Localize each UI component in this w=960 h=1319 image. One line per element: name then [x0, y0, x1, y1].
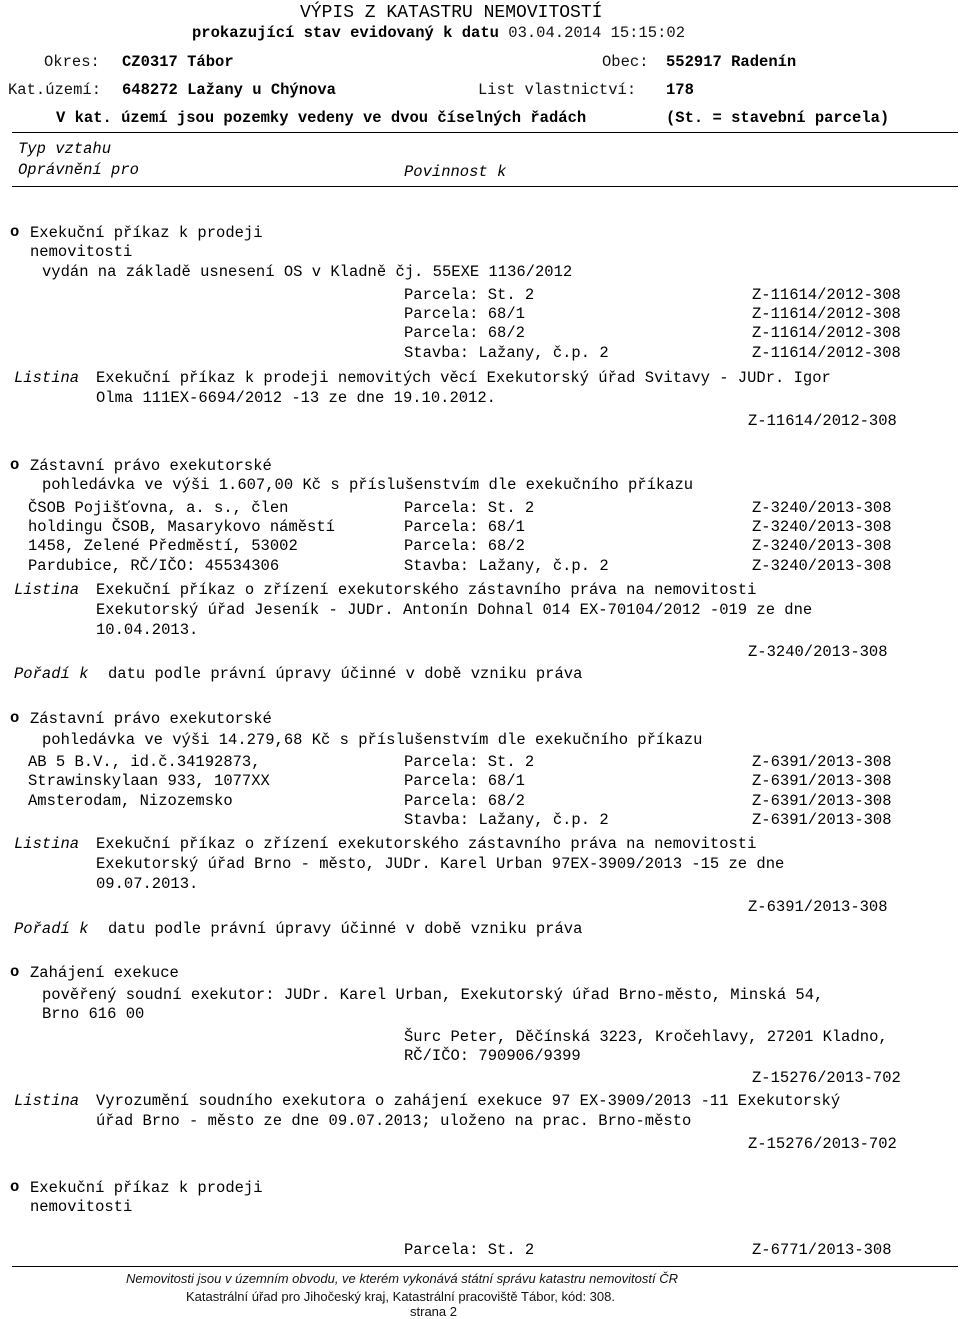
- s2-row-obj: Parcela: St. 2: [404, 499, 535, 517]
- s2-holder: ČSOB Pojišťovna, a. s., člen: [28, 499, 289, 517]
- s3-title: Zástavní právo exekutorské: [30, 710, 272, 728]
- bullet: o: [10, 456, 20, 474]
- katuzemi-value: 648272 Lažany u Chýnova: [122, 81, 336, 99]
- s4-person-2: RČ/IČO: 790906/9399: [404, 1047, 581, 1065]
- col-opravneni-pro: Oprávnění pro: [18, 161, 139, 179]
- s2-row-z: Z-3240/2013-308: [752, 518, 892, 536]
- s1-title-2: nemovitosti: [30, 243, 133, 261]
- page-number: strana 2: [410, 1304, 457, 1319]
- s3-row-z: Z-6391/2013-308: [752, 753, 892, 771]
- page-title: VÝPIS Z KATASTRU NEMOVITOSTÍ: [300, 3, 603, 23]
- s2-row-obj: Parcela: 68/1: [404, 518, 525, 536]
- lv-value: 178: [666, 81, 694, 99]
- s2-row-z: Z-3240/2013-308: [752, 499, 892, 517]
- s2-z-final: Z-3240/2013-308: [748, 643, 888, 661]
- subtitle-date: 03.04.2014 15:15:02: [508, 24, 685, 42]
- s2-listina-1: Exekuční příkaz o zřízení exekutorského zástavního práva na nemovitosti: [96, 581, 757, 599]
- s2-holder: 1458, Zelené Předměstí, 53002: [28, 537, 298, 555]
- s2-poradi-text: datu podle právní úpravy účinné v době vzniku práva: [108, 665, 583, 683]
- s4-sub-2: Brno 616 00: [42, 1005, 145, 1023]
- s3-holder: AB 5 B.V., id.č.34192873,: [28, 753, 261, 771]
- obec-value: 552917 Radenín: [666, 53, 797, 71]
- divider: [12, 132, 958, 133]
- bullet: o: [10, 709, 20, 727]
- listina-label: Listina: [14, 835, 80, 853]
- s3-listina-1: Exekuční příkaz o zřízení exekutorského zástavního práva na nemovitosti: [96, 835, 757, 853]
- s1-z-final: Z-11614/2012-308: [748, 412, 897, 430]
- s3-row-z: Z-6391/2013-308: [752, 792, 892, 810]
- s3-row-obj: Parcela: St. 2: [404, 753, 535, 771]
- s3-poradi-text: datu podle právní úpravy účinné v době vzniku práva: [108, 920, 583, 938]
- note: V kat. území jsou pozemky vedeny ve dvou číselných řadách: [56, 109, 587, 127]
- s3-row-obj: Stavba: Lažany, č.p. 2: [404, 811, 609, 829]
- s3-listina-3: 09.07.2013.: [96, 875, 199, 893]
- s2-listina-2: Exekutorský úřad Jeseník - JUDr. Antonín Dohnal 014 EX-70104/2012 -019 ze dne: [96, 601, 813, 619]
- s1-row-z: Z-11614/2012-308: [752, 305, 901, 323]
- katuzemi-label: Kat.území:: [8, 81, 102, 99]
- s3-row-z: Z-6391/2013-308: [752, 772, 892, 790]
- listina-label: Listina: [14, 581, 80, 599]
- s1-title-1: Exekuční příkaz k prodeji: [30, 224, 263, 242]
- s4-z-final: Z-15276/2013-702: [748, 1135, 897, 1153]
- s5-row-z: Z-6771/2013-308: [752, 1241, 892, 1259]
- s3-row-obj: Parcela: 68/1: [404, 772, 525, 790]
- col-typ-vztahu: Typ vztahu: [18, 140, 112, 158]
- s1-row-z: Z-11614/2012-308: [752, 286, 901, 304]
- s1-row-obj: Stavba: Lažany, č.p. 2: [404, 344, 609, 362]
- note-legend: (St. = stavební parcela): [666, 109, 890, 127]
- divider: [12, 186, 958, 187]
- bullet: o: [10, 1178, 20, 1196]
- listina-label: Listina: [14, 369, 80, 387]
- s4-listina-1: Vyrozumění soudního exekutora o zahájení exekuce 97 EX-3909/2013 -11 Exekutorský: [96, 1092, 841, 1110]
- col-povinnost-k: Povinnost k: [404, 163, 507, 181]
- s4-title: Zahájení exekuce: [30, 964, 179, 982]
- s2-holder: holdingu ČSOB, Masarykovo náměstí: [28, 518, 335, 536]
- s3-holder: Strawinskylaan 933, 1077XX: [28, 772, 270, 790]
- s2-holder: Pardubice, RČ/IČO: 45534306: [28, 557, 280, 575]
- s4-sub-1: pověřený soudní exekutor: JUDr. Karel Urban, Exekutorský úřad Brno-město, Minská 54,: [42, 986, 824, 1004]
- s4-listina-2: úřad Brno - město ze dne 09.07.2013; uloženo na prac. Brno-město: [96, 1112, 692, 1130]
- s2-listina-3: 10.04.2013.: [96, 621, 199, 639]
- s2-title: Zástavní právo exekutorské: [30, 457, 272, 475]
- s3-z-final: Z-6391/2013-308: [748, 898, 888, 916]
- s2-row-z: Z-3240/2013-308: [752, 557, 892, 575]
- bullet: o: [10, 963, 20, 981]
- s2-sub: pohledávka ve výši 1.607,00 Kč s příslušenstvím dle exekučního příkazu: [42, 476, 694, 494]
- s4-person-1: Šurc Peter, Děčínská 3223, Kročehlavy, 27201 Kladno,: [404, 1028, 888, 1046]
- obec-label: Obec:: [602, 53, 649, 71]
- s1-row-obj: Parcela: St. 2: [404, 286, 535, 304]
- okres-value: CZ0317 Tábor: [122, 53, 234, 71]
- s1-row-obj: Parcela: 68/2: [404, 324, 525, 342]
- s3-holder: Amsterodam, Nizozemsko: [28, 792, 233, 810]
- s1-listina-1: Exekuční příkaz k prodeji nemovitých věcí Exekutorský úřad Svitavy - JUDr. Igor: [96, 369, 831, 387]
- s5-title-1: Exekuční příkaz k prodeji: [30, 1179, 263, 1197]
- footer-line-1: Nemovitosti jsou v územním obvodu, ve kterém vykonává státní správu katastru nemovitostí ČR: [126, 1271, 679, 1286]
- s2-row-obj: Stavba: Lažany, č.p. 2: [404, 557, 609, 575]
- s1-row-z: Z-11614/2012-308: [752, 344, 901, 362]
- s3-sub: pohledávka ve výši 14.279,68 Kč s příslušenstvím dle exekučního příkazu: [42, 731, 703, 749]
- listina-label: Listina: [14, 1092, 80, 1110]
- s1-row-z: Z-11614/2012-308: [752, 324, 901, 342]
- s5-row-obj: Parcela: St. 2: [404, 1241, 535, 1259]
- s4-z-1: Z-15276/2013-702: [752, 1069, 901, 1087]
- s1-listina-2: Olma 111EX-6694/2012 -13 ze dne 19.10.2012.: [96, 389, 496, 407]
- okres-label: Okres:: [44, 53, 100, 71]
- s2-row-z: Z-3240/2013-308: [752, 537, 892, 555]
- poradi-label: Pořadí k: [14, 665, 89, 683]
- s3-row-obj: Parcela: 68/2: [404, 792, 525, 810]
- subtitle-prefix: prokazující stav evidovaný k datu: [192, 24, 499, 42]
- footer-line-2: Katastrální úřad pro Jihočeský kraj, Katastrální pracoviště Tábor, kód: 308.: [186, 1289, 615, 1304]
- s3-listina-2: Exekutorský úřad Brno - město, JUDr. Karel Urban 97EX-3909/2013 -15 ze dne: [96, 855, 785, 873]
- bullet: o: [10, 223, 20, 241]
- lv-label: List vlastnictví:: [478, 81, 637, 99]
- subtitle: [192, 26, 685, 42]
- s1-sub: vydán na základě usnesení OS v Kladně čj. 55EXE 1136/2012: [42, 263, 573, 281]
- s1-row-obj: Parcela: 68/1: [404, 305, 525, 323]
- s5-title-2: nemovitosti: [30, 1198, 133, 1216]
- s3-row-z: Z-6391/2013-308: [752, 811, 892, 829]
- footer-divider: [12, 1266, 958, 1267]
- poradi-label: Pořadí k: [14, 920, 89, 938]
- s2-row-obj: Parcela: 68/2: [404, 537, 525, 555]
